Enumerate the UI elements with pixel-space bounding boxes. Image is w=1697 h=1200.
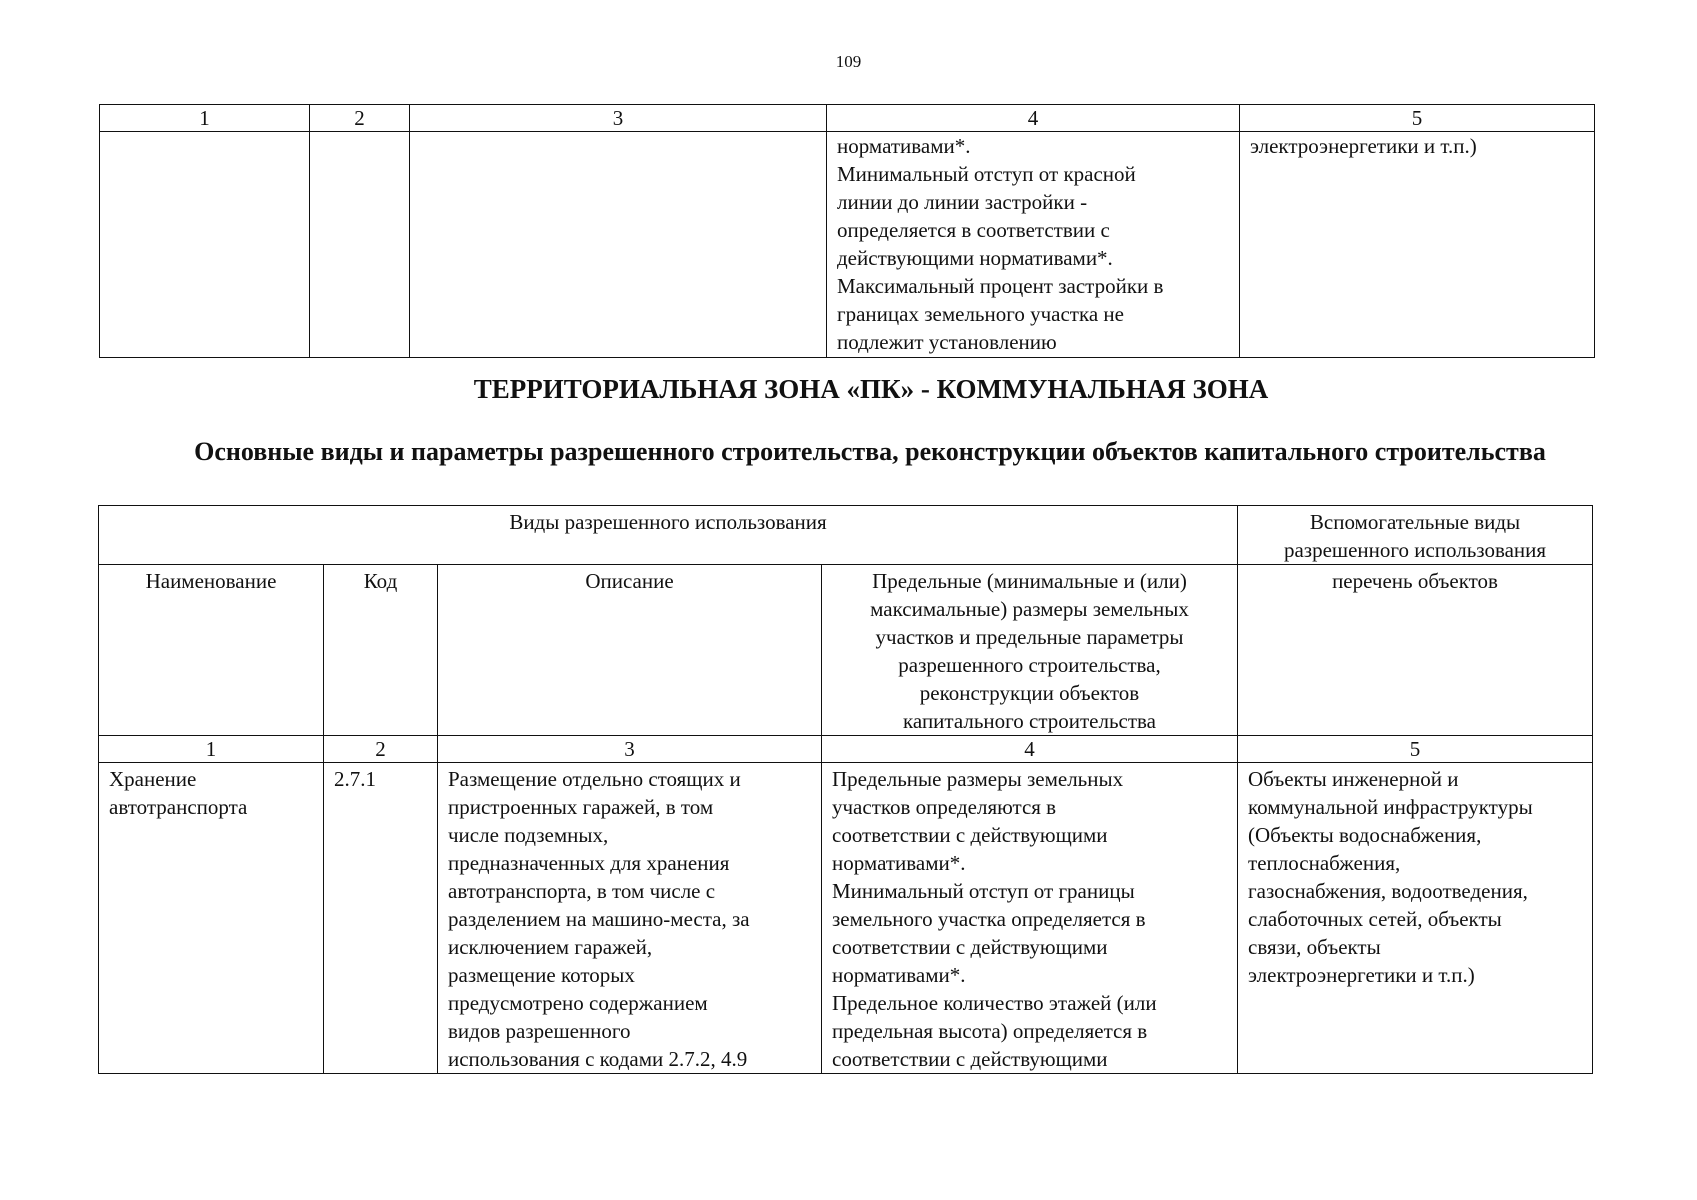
zone-title: ТЕРРИТОРИАЛЬНАЯ ЗОНА «ПК» - КОММУНАЛЬНАЯ ЗОНА — [473, 374, 1269, 404]
continuation-table — [99, 104, 1595, 358]
header-object-list: перечень объектов — [1238, 565, 1593, 736]
column-number: 3 — [410, 105, 827, 132]
header-name: Наименование — [99, 565, 324, 736]
section-title: Основные виды и параметры разрешенного строительства, реконструкции объектов капитального строительства — [194, 437, 1546, 466]
group-header-row — [99, 506, 1593, 565]
zone-usage-table — [98, 505, 1593, 1074]
cell-parameters: Предельные размеры земельных участков определяются в соответствии с действующими нормативами*. Минимальный отступ от границы земельного участка определяется в соответствии с действующими нормативами*. Предельное количество этажей (или предельная высота) определяется в соответствии с действующими — [822, 763, 1238, 1074]
column-number: 4 — [827, 105, 1240, 132]
page-number: 109 — [835, 52, 862, 71]
column-number: 5 — [1240, 105, 1595, 132]
column-number-row — [99, 736, 1593, 763]
cell-description: Размещение отдельно стоящих и пристроенных гаражей, в том числе подземных, предназначенных для хранения автотранспорта, в том числе с разделением на машино-места, за исключением гаражей, размещение которых предусмотрено содержанием видов разрешенного использования с кодами 2.7.2, 4.9 — [438, 763, 822, 1074]
column-number: 2 — [310, 105, 410, 132]
header-parameters: Предельные (минимальные и (или) максимальные) размеры земельных участков и предельные параметры разрешенного строительства, реконструкции объектов капитального строительства — [822, 565, 1238, 736]
cell-name — [100, 132, 310, 358]
cell-description — [410, 132, 827, 358]
cell-name: Хранение автотранспорта — [99, 763, 324, 1074]
cell-auxiliary: электроэнергетики и т.п.) — [1240, 132, 1595, 358]
header-permitted-uses: Виды разрешенного использования — [99, 506, 1238, 565]
column-header-row — [99, 565, 1593, 736]
column-number: 1 — [100, 105, 310, 132]
column-number: 2 — [324, 736, 438, 763]
header-auxiliary-uses: Вспомогательные виды разрешенного использования — [1238, 506, 1593, 565]
cell-auxiliary: Объекты инженерной и коммунальной инфраструктуры (Объекты водоснабжения, теплоснабжения, газоснабжения, водоотведения, слаботочных сетей, объекты связи, объекты электроэнергетики и т.п.) — [1238, 763, 1593, 1074]
header-description: Описание — [438, 565, 822, 736]
table-row — [100, 132, 1595, 358]
column-number: 4 — [822, 736, 1238, 763]
cell-parameters: нормативами*. Минимальный отступ от красной линии до линии застройки - определяется в соответствии с действующими нормативами*. Максимальный процент застройки в границах земельного участка не подлежит установлению — [827, 132, 1240, 358]
cell-code — [310, 132, 410, 358]
table-row — [99, 763, 1593, 1074]
column-number: 5 — [1238, 736, 1593, 763]
column-number: 3 — [438, 736, 822, 763]
column-number: 1 — [99, 736, 324, 763]
cell-code: 2.7.1 — [324, 763, 438, 1074]
header-code: Код — [324, 565, 438, 736]
column-number-row — [100, 105, 1595, 132]
